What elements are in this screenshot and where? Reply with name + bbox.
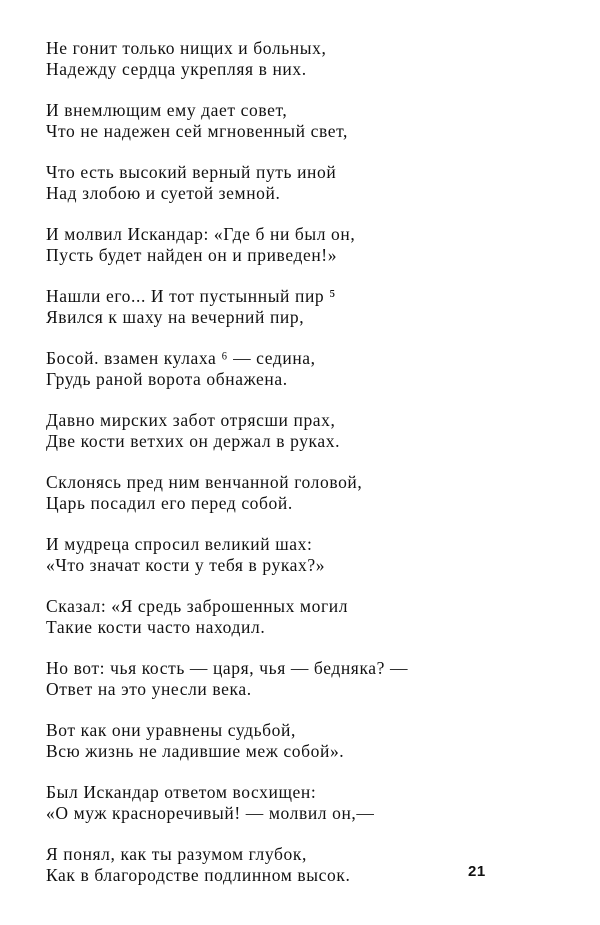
poem-line: Босой. взамен кулаха ⁶ — седина, bbox=[46, 348, 316, 368]
poem-line: «О муж красноречивый! — молвил он,— bbox=[46, 803, 375, 823]
poem-line: Надежду сердца укрепляя в них. bbox=[46, 59, 307, 79]
poem-line: Пусть будет найден он и приведен!» bbox=[46, 245, 338, 265]
stanza bbox=[46, 224, 566, 266]
poem-line: Явился к шаху на вечерний пир, bbox=[46, 307, 305, 327]
poem-line: Над злобою и суетой земной. bbox=[46, 183, 281, 203]
poem-line: Был Искандар ответом восхищен: bbox=[46, 782, 317, 802]
stanza bbox=[46, 844, 566, 886]
poem-line: Склонясь пред ним венчанной головой, bbox=[46, 472, 363, 492]
poem-line: Я понял, как ты разумом глубок, bbox=[46, 844, 307, 864]
poem-line: И внемлющим ему дает совет, bbox=[46, 100, 288, 120]
poem-line: Такие кости часто находил. bbox=[46, 617, 266, 637]
stanza bbox=[46, 782, 566, 824]
stanza bbox=[46, 162, 566, 204]
stanza bbox=[46, 286, 566, 328]
poem-line: Вот как они уравнены судьбой, bbox=[46, 720, 296, 740]
poem-line: Две кости ветхих он держал в руках. bbox=[46, 431, 341, 451]
stanza bbox=[46, 534, 566, 576]
poem-line: Грудь раной ворота обнажена. bbox=[46, 369, 288, 389]
poem-line: И молвил Искандар: «Где б ни был он, bbox=[46, 224, 356, 244]
poem-line: Но вот: чья кость — царя, чья — бедняка? — bbox=[46, 658, 409, 678]
stanza bbox=[46, 472, 566, 514]
stanza bbox=[46, 410, 566, 452]
poem-line: Всю жизнь не ладившие меж собой». bbox=[46, 741, 345, 761]
poem-line: «Что значат кости у тебя в руках?» bbox=[46, 555, 326, 575]
stanza bbox=[46, 38, 566, 80]
poem-line: Давно мирских забот отрясши прах, bbox=[46, 410, 336, 430]
page-number: 21 bbox=[468, 863, 486, 880]
stanza bbox=[46, 100, 566, 142]
stanza bbox=[46, 596, 566, 638]
poem-line: Что не надежен сей мгновенный свет, bbox=[46, 121, 349, 141]
poem-line: Что есть высокий верный путь иной bbox=[46, 162, 337, 182]
poem-line: Нашли его... И тот пустынный пир ⁵ bbox=[46, 286, 336, 306]
poem-line: Сказал: «Я средь заброшенных могил bbox=[46, 596, 349, 616]
poem-line: Как в благородстве подлинном высок. bbox=[46, 865, 351, 885]
stanza bbox=[46, 658, 566, 700]
poem-line: Царь посадил его перед собой. bbox=[46, 493, 293, 513]
poem-line: Ответ на это унесли века. bbox=[46, 679, 252, 699]
poem-line: Не гонит только нищих и больных, bbox=[46, 38, 327, 58]
stanza bbox=[46, 348, 566, 390]
poem-text bbox=[46, 38, 566, 906]
stanza bbox=[46, 720, 566, 762]
poem-line: И мудреца спросил великий шах: bbox=[46, 534, 313, 554]
